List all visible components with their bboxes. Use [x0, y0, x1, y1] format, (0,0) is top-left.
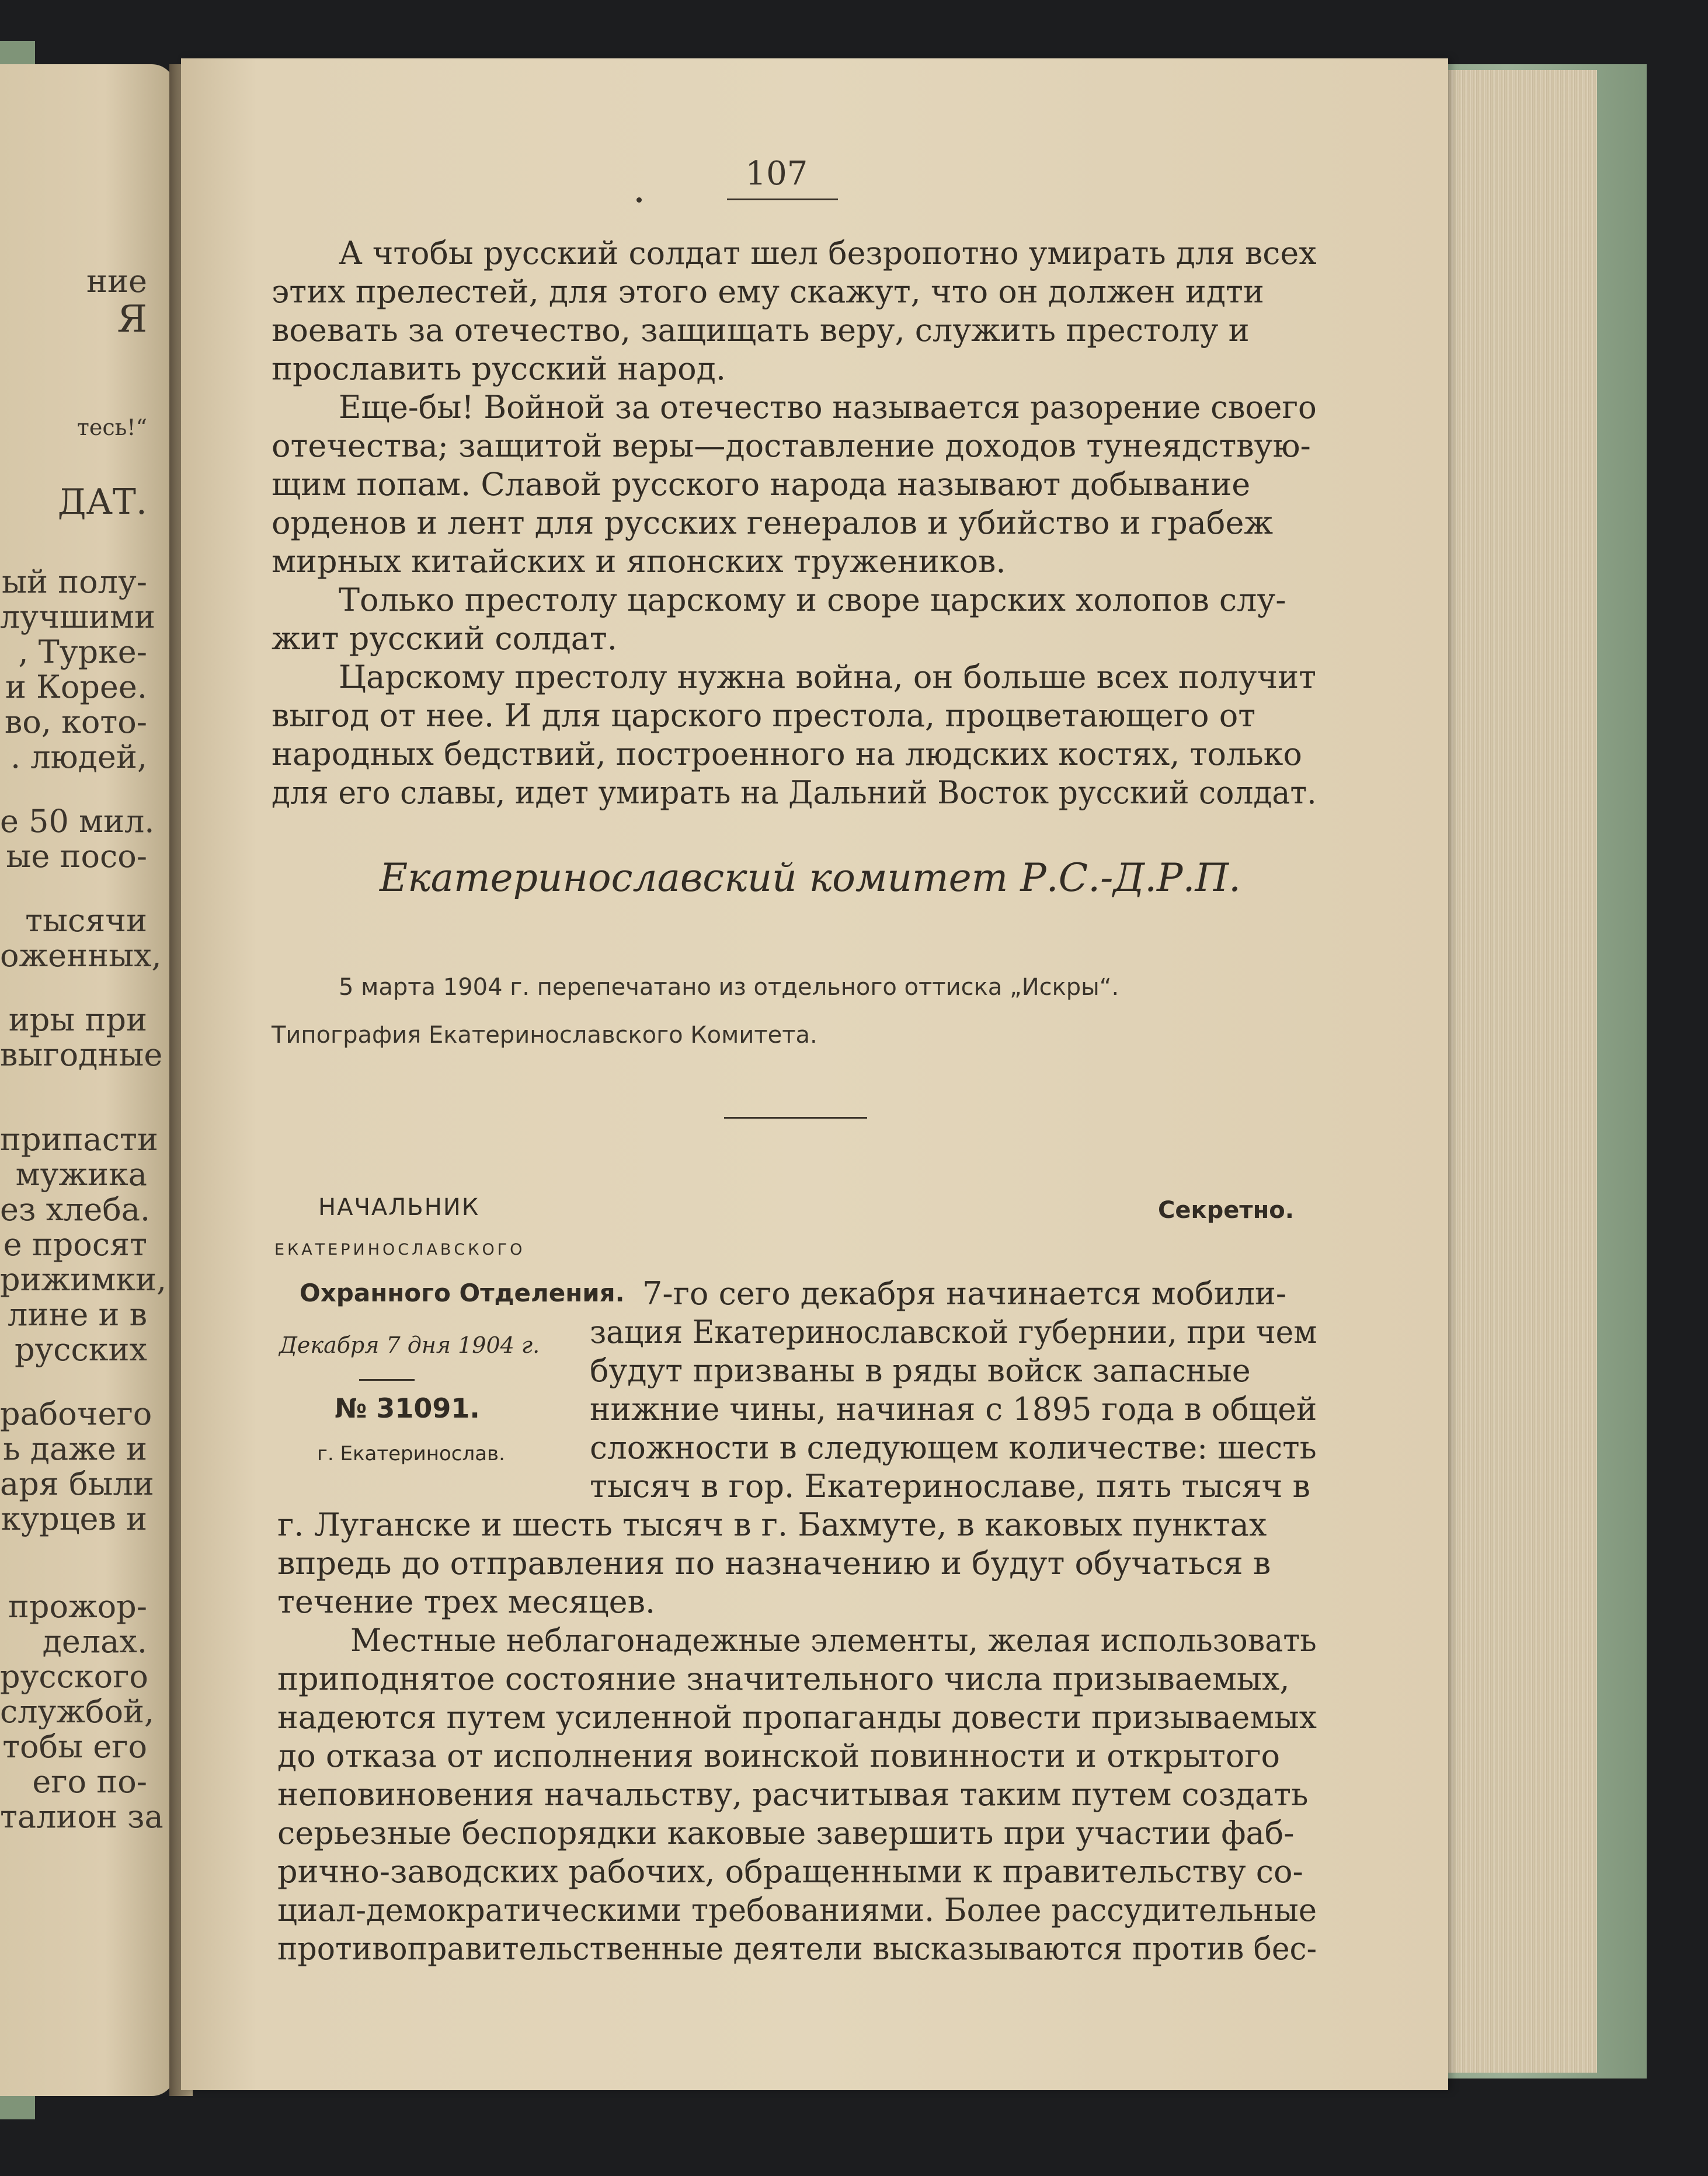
classification-mark: Секретно. — [1158, 1197, 1294, 1224]
left-page-line: тобы его — [2, 1728, 147, 1765]
header-number: № 31091. — [335, 1392, 480, 1424]
left-page-line: и Корее. — [5, 669, 147, 705]
left-page-line: е 50 мил. — [0, 803, 155, 840]
left-page-line: лучшими — [0, 598, 155, 635]
page-edges — [1439, 70, 1597, 2073]
left-page-line: . людей, — [10, 739, 147, 775]
left-page-line: ь даже и — [3, 1430, 147, 1467]
text-line: щим попам. Славой русского народа называют добывание — [272, 466, 1251, 503]
left-page-line: ый полу- — [2, 563, 147, 600]
left-page-line: ДАТ. — [57, 482, 147, 523]
header-title: НАЧАЛЬНИК — [318, 1194, 480, 1221]
text-line: выгод от нее. И для царского престола, процветающего от — [272, 697, 1256, 734]
text-line: отечества; защитой веры—доставление доходов тунеядствую- — [272, 427, 1311, 464]
left-page-line: русского — [0, 1658, 148, 1695]
text-line: Местные неблагонадежные элементы, желая использовать — [350, 1622, 1317, 1659]
text-line: будут призваны в ряды войск запасные — [590, 1352, 1251, 1389]
signature: Екатеринославский комитет Р.С.-Д.Р.П. — [380, 855, 1241, 900]
left-page-line: тесь!“ — [76, 415, 147, 440]
text-line: противоправительственные деятели высказываются против бес- — [277, 1930, 1317, 1967]
left-page-line: ые посо- — [6, 838, 147, 875]
text-line: для его славы, идет умирать на Дальний Восток русский солдат. — [272, 774, 1317, 811]
text-line: нижние чины, начиная с 1895 года в общей — [590, 1391, 1317, 1428]
text-line: течение трех месяцев. — [277, 1583, 656, 1620]
left-page-line: аря были — [0, 1465, 154, 1502]
text-line: зация Екатеринославской губернии, при чем — [590, 1314, 1317, 1350]
left-page-line: талион за — [0, 1798, 164, 1835]
text-line: тысяч в гор. Екатеринославе, пять тысяч в — [590, 1468, 1310, 1505]
text-line: впредь до отправления по назначению и будут обучаться в — [277, 1545, 1271, 1582]
left-page-line: курцев и — [1, 1500, 147, 1537]
text-line: орденов и лент для русских генералов и убийство и грабеж — [272, 504, 1274, 541]
left-page-line: рабочего — [0, 1395, 152, 1432]
header-department: Охранного Отделения. — [300, 1279, 625, 1307]
text-line: мирных китайских и японских тружеников. — [272, 543, 1006, 580]
left-page-line: тысячи — [25, 902, 147, 939]
text-line: Еще-бы! Войной за отечество называется разорение своего — [339, 389, 1317, 426]
text-line: приподнятое состояние значительного числа призываемых, — [277, 1660, 1290, 1697]
text-line: А чтобы русский солдат шел безропотно умирать для всех — [339, 235, 1317, 271]
left-page-line: его по- — [32, 1763, 147, 1800]
reprint-note: 5 марта 1904 г. перепечатано из отдельного оттиска „Искры“. — [339, 974, 1119, 1001]
left-page-line: ез хлеба. — [0, 1191, 151, 1228]
left-page-line: е просят — [3, 1226, 147, 1263]
left-page-line: оженных, — [0, 937, 162, 974]
header-of: ЕКАТЕРИНОСЛАВСКОГО — [274, 1241, 526, 1259]
text-line: жит русский солдат. — [272, 620, 617, 657]
header-rule — [359, 1379, 415, 1381]
text-line: воевать за отечество, защищать веру, служить престолу и — [272, 312, 1250, 349]
left-page-line: русских — [14, 1331, 147, 1368]
left-page-line: иры при — [8, 1001, 147, 1038]
ink-dot — [636, 197, 642, 203]
left-page-line: делах. — [42, 1623, 147, 1660]
left-page-line: , Турке- — [18, 633, 147, 670]
left-page-line: выгодные — [0, 1036, 163, 1073]
left-page-line: Я — [117, 298, 147, 341]
text-line: сложности в следующем количестве: шесть — [590, 1429, 1317, 1466]
text-line: Только престолу царскому и своре царских холопов слу- — [339, 582, 1286, 618]
text-line: рично-заводских рабочих, обращенными к правительству со- — [277, 1853, 1303, 1890]
text-line: надеются путем усиленной пропаганды довести призываемых — [277, 1699, 1317, 1736]
text-line: г. Луганске и шесть тысяч в г. Бахмуте, в каковых пунктах — [277, 1506, 1267, 1543]
text-line: прославить русский народ. — [272, 350, 726, 387]
text-line: этих прелестей, для этого ему скажут, что он должен идти — [272, 273, 1264, 310]
text-line: серьезные беспорядки каковые завершить при участии фаб- — [277, 1815, 1295, 1851]
left-page-line: лине и в — [8, 1296, 147, 1333]
left-page-line: службой, — [0, 1693, 155, 1730]
text-line: народных бедствий, построенного на людских костях, только — [272, 736, 1302, 772]
left-page-line: мужика — [15, 1156, 147, 1193]
text-line: циал-демократическими требованиями. Более расcудительные — [277, 1892, 1317, 1928]
printer-note: Типография Екатеринославского Комитета. — [272, 1022, 818, 1049]
text-line: неповиновения начальству, расчитывая таким путем создать — [277, 1776, 1309, 1813]
left-page-line: рижимки, — [0, 1261, 167, 1298]
page-number-rule — [727, 199, 838, 200]
text-line: 7-го сего декабря начинается мобили- — [642, 1275, 1287, 1312]
left-page-line: прожор- — [8, 1588, 147, 1625]
text-line: до отказа от исполнения воинской повинности и открытого — [277, 1738, 1281, 1774]
section-separator — [724, 1117, 867, 1119]
header-city: г. Екатеринослав. — [317, 1442, 505, 1465]
left-page — [0, 64, 175, 2096]
text-line: Царскому престолу нужна война, он больше всех получит — [339, 659, 1316, 695]
header-date: Декабря 7 дня 1904 г. — [279, 1332, 540, 1358]
left-page-line: во, кото- — [4, 704, 147, 740]
left-page-line: припасти — [0, 1121, 158, 1158]
page-number: 107 — [745, 155, 808, 193]
left-page-line: ние — [86, 263, 147, 300]
